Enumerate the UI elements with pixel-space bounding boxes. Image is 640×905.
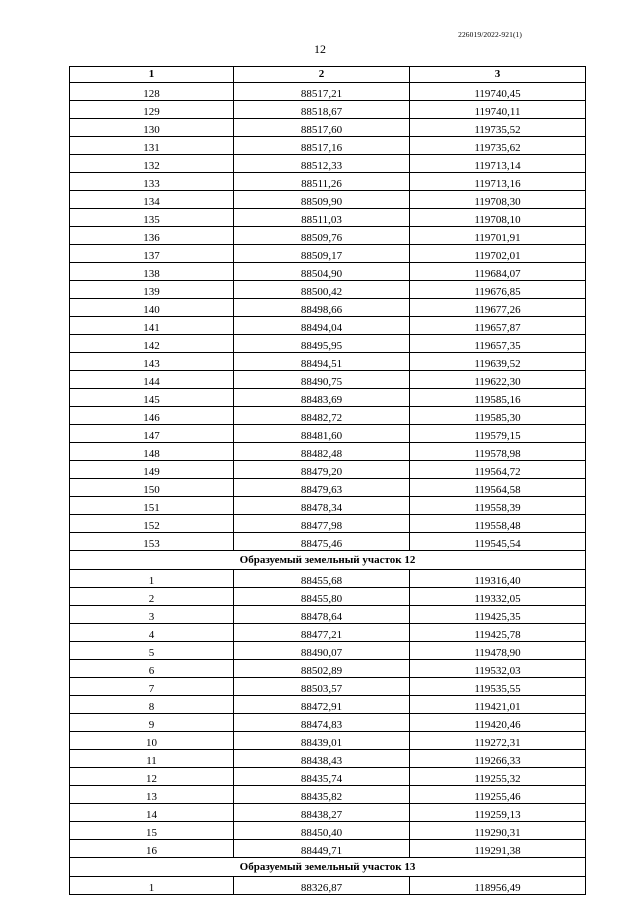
y-coordinate-cell: 119585,30 bbox=[410, 407, 586, 425]
y-coordinate-cell: 119564,58 bbox=[410, 479, 586, 497]
y-coordinate-cell: 119532,03 bbox=[410, 660, 586, 678]
x-coordinate-cell: 88475,46 bbox=[234, 533, 410, 551]
point-number-cell: 14 bbox=[70, 804, 234, 822]
x-coordinate-cell: 88474,83 bbox=[234, 714, 410, 732]
x-coordinate-cell: 88494,04 bbox=[234, 317, 410, 335]
table-row bbox=[70, 389, 586, 407]
x-coordinate-cell: 88478,34 bbox=[234, 497, 410, 515]
coordinates-table-body bbox=[70, 67, 586, 895]
x-coordinate-cell: 88517,16 bbox=[234, 137, 410, 155]
header-cell-y: 3 bbox=[410, 67, 586, 83]
table-row bbox=[70, 173, 586, 191]
x-coordinate-cell: 88509,17 bbox=[234, 245, 410, 263]
table-row bbox=[70, 191, 586, 209]
point-number-cell: 151 bbox=[70, 497, 234, 515]
x-coordinate-cell: 88490,07 bbox=[234, 642, 410, 660]
x-coordinate-cell: 88477,98 bbox=[234, 515, 410, 533]
x-coordinate-cell: 88483,69 bbox=[234, 389, 410, 407]
y-coordinate-cell: 119585,16 bbox=[410, 389, 586, 407]
x-coordinate-cell: 88472,91 bbox=[234, 696, 410, 714]
y-coordinate-cell: 119578,98 bbox=[410, 443, 586, 461]
point-number-cell: 133 bbox=[70, 173, 234, 191]
point-number-cell: 139 bbox=[70, 281, 234, 299]
point-number-cell: 2 bbox=[70, 588, 234, 606]
point-number-cell: 6 bbox=[70, 660, 234, 678]
x-coordinate-cell: 88481,60 bbox=[234, 425, 410, 443]
point-number-cell: 4 bbox=[70, 624, 234, 642]
point-number-cell: 137 bbox=[70, 245, 234, 263]
y-coordinate-cell: 119622,30 bbox=[410, 371, 586, 389]
table-row bbox=[70, 263, 586, 281]
table-row bbox=[70, 227, 586, 245]
y-coordinate-cell: 119332,05 bbox=[410, 588, 586, 606]
table-row bbox=[70, 335, 586, 353]
point-number-cell: 12 bbox=[70, 768, 234, 786]
point-number-cell: 135 bbox=[70, 209, 234, 227]
point-number-cell: 1 bbox=[70, 570, 234, 588]
point-number-cell: 145 bbox=[70, 389, 234, 407]
point-number-cell: 138 bbox=[70, 263, 234, 281]
y-coordinate-cell: 119657,35 bbox=[410, 335, 586, 353]
x-coordinate-cell: 88438,43 bbox=[234, 750, 410, 768]
x-coordinate-cell: 88439,01 bbox=[234, 732, 410, 750]
y-coordinate-cell: 119708,30 bbox=[410, 191, 586, 209]
point-number-cell: 7 bbox=[70, 678, 234, 696]
point-number-cell: 128 bbox=[70, 83, 234, 101]
table-row bbox=[70, 353, 586, 371]
point-number-cell: 152 bbox=[70, 515, 234, 533]
table-row bbox=[70, 768, 586, 786]
x-coordinate-cell: 88477,21 bbox=[234, 624, 410, 642]
table-row bbox=[70, 407, 586, 425]
table-row bbox=[70, 101, 586, 119]
y-coordinate-cell: 119735,62 bbox=[410, 137, 586, 155]
y-coordinate-cell: 119558,48 bbox=[410, 515, 586, 533]
y-coordinate-cell: 119425,35 bbox=[410, 606, 586, 624]
point-number-cell: 3 bbox=[70, 606, 234, 624]
y-coordinate-cell: 119713,16 bbox=[410, 173, 586, 191]
table-row bbox=[70, 606, 586, 624]
table-row bbox=[70, 245, 586, 263]
table-header-row bbox=[70, 67, 586, 83]
point-number-cell: 141 bbox=[70, 317, 234, 335]
x-coordinate-cell: 88517,21 bbox=[234, 83, 410, 101]
y-coordinate-cell: 119708,10 bbox=[410, 209, 586, 227]
point-number-cell: 129 bbox=[70, 101, 234, 119]
x-coordinate-cell: 88455,68 bbox=[234, 570, 410, 588]
table-row bbox=[70, 299, 586, 317]
point-number-cell: 132 bbox=[70, 155, 234, 173]
y-coordinate-cell: 119579,15 bbox=[410, 425, 586, 443]
point-number-cell: 149 bbox=[70, 461, 234, 479]
y-coordinate-cell: 119535,55 bbox=[410, 678, 586, 696]
x-coordinate-cell: 88502,89 bbox=[234, 660, 410, 678]
x-coordinate-cell: 88435,74 bbox=[234, 768, 410, 786]
x-coordinate-cell: 88517,60 bbox=[234, 119, 410, 137]
section-title-row bbox=[70, 551, 586, 570]
y-coordinate-cell: 119564,72 bbox=[410, 461, 586, 479]
table-row bbox=[70, 425, 586, 443]
table-row bbox=[70, 317, 586, 335]
y-coordinate-cell: 119259,13 bbox=[410, 804, 586, 822]
x-coordinate-cell: 88482,72 bbox=[234, 407, 410, 425]
y-coordinate-cell: 119735,52 bbox=[410, 119, 586, 137]
table-row bbox=[70, 479, 586, 497]
header-cell-point: 1 bbox=[70, 67, 234, 83]
coordinates-table bbox=[69, 66, 586, 895]
x-coordinate-cell: 88511,26 bbox=[234, 173, 410, 191]
table-row bbox=[70, 533, 586, 551]
section-title-row bbox=[70, 858, 586, 877]
table-row bbox=[70, 209, 586, 227]
table-row bbox=[70, 696, 586, 714]
table-row bbox=[70, 137, 586, 155]
table-row bbox=[70, 624, 586, 642]
x-coordinate-cell: 88449,71 bbox=[234, 840, 410, 858]
y-coordinate-cell: 119255,46 bbox=[410, 786, 586, 804]
x-coordinate-cell: 88494,51 bbox=[234, 353, 410, 371]
table-row bbox=[70, 497, 586, 515]
table-row bbox=[70, 83, 586, 101]
x-coordinate-cell: 88518,67 bbox=[234, 101, 410, 119]
x-coordinate-cell: 88504,90 bbox=[234, 263, 410, 281]
point-number-cell: 147 bbox=[70, 425, 234, 443]
point-number-cell: 144 bbox=[70, 371, 234, 389]
y-coordinate-cell: 119255,32 bbox=[410, 768, 586, 786]
point-number-cell: 1 bbox=[70, 877, 234, 895]
y-coordinate-cell: 119420,46 bbox=[410, 714, 586, 732]
table-row bbox=[70, 570, 586, 588]
table-row bbox=[70, 371, 586, 389]
point-number-cell: 10 bbox=[70, 732, 234, 750]
y-coordinate-cell: 119740,11 bbox=[410, 101, 586, 119]
table-row bbox=[70, 461, 586, 479]
point-number-cell: 16 bbox=[70, 840, 234, 858]
y-coordinate-cell: 119657,87 bbox=[410, 317, 586, 335]
table-row bbox=[70, 281, 586, 299]
table-row bbox=[70, 660, 586, 678]
point-number-cell: 136 bbox=[70, 227, 234, 245]
table-row bbox=[70, 588, 586, 606]
y-coordinate-cell: 118956,49 bbox=[410, 877, 586, 895]
page-number: 12 bbox=[314, 42, 326, 56]
table-row bbox=[70, 840, 586, 858]
point-number-cell: 131 bbox=[70, 137, 234, 155]
x-coordinate-cell: 88438,27 bbox=[234, 804, 410, 822]
y-coordinate-cell: 119425,78 bbox=[410, 624, 586, 642]
x-coordinate-cell: 88435,82 bbox=[234, 786, 410, 804]
x-coordinate-cell: 88450,40 bbox=[234, 822, 410, 840]
y-coordinate-cell: 119639,52 bbox=[410, 353, 586, 371]
point-number-cell: 5 bbox=[70, 642, 234, 660]
point-number-cell: 13 bbox=[70, 786, 234, 804]
point-number-cell: 134 bbox=[70, 191, 234, 209]
point-number-cell: 11 bbox=[70, 750, 234, 768]
y-coordinate-cell: 119676,85 bbox=[410, 281, 586, 299]
x-coordinate-cell: 88495,95 bbox=[234, 335, 410, 353]
document-code: 226019/2022-921(1) bbox=[458, 30, 522, 39]
x-coordinate-cell: 88511,03 bbox=[234, 209, 410, 227]
x-coordinate-cell: 88509,90 bbox=[234, 191, 410, 209]
table-row bbox=[70, 877, 586, 895]
y-coordinate-cell: 119291,38 bbox=[410, 840, 586, 858]
y-coordinate-cell: 119266,33 bbox=[410, 750, 586, 768]
y-coordinate-cell: 119740,45 bbox=[410, 83, 586, 101]
x-coordinate-cell: 88478,64 bbox=[234, 606, 410, 624]
x-coordinate-cell: 88509,76 bbox=[234, 227, 410, 245]
point-number-cell: 130 bbox=[70, 119, 234, 137]
point-number-cell: 146 bbox=[70, 407, 234, 425]
x-coordinate-cell: 88498,66 bbox=[234, 299, 410, 317]
point-number-cell: 15 bbox=[70, 822, 234, 840]
table-row bbox=[70, 515, 586, 533]
y-coordinate-cell: 119701,91 bbox=[410, 227, 586, 245]
point-number-cell: 8 bbox=[70, 696, 234, 714]
point-number-cell: 9 bbox=[70, 714, 234, 732]
y-coordinate-cell: 119677,26 bbox=[410, 299, 586, 317]
table-row bbox=[70, 822, 586, 840]
point-number-cell: 140 bbox=[70, 299, 234, 317]
table-row bbox=[70, 119, 586, 137]
header-cell-x: 2 bbox=[234, 67, 410, 83]
point-number-cell: 150 bbox=[70, 479, 234, 497]
y-coordinate-cell: 119421,01 bbox=[410, 696, 586, 714]
table-row bbox=[70, 786, 586, 804]
table-row bbox=[70, 678, 586, 696]
y-coordinate-cell: 119316,40 bbox=[410, 570, 586, 588]
x-coordinate-cell: 88482,48 bbox=[234, 443, 410, 461]
x-coordinate-cell: 88455,80 bbox=[234, 588, 410, 606]
table-row bbox=[70, 642, 586, 660]
x-coordinate-cell: 88479,20 bbox=[234, 461, 410, 479]
x-coordinate-cell: 88500,42 bbox=[234, 281, 410, 299]
point-number-cell: 143 bbox=[70, 353, 234, 371]
y-coordinate-cell: 119478,90 bbox=[410, 642, 586, 660]
table-row bbox=[70, 714, 586, 732]
table-row bbox=[70, 750, 586, 768]
table-row bbox=[70, 732, 586, 750]
y-coordinate-cell: 119702,01 bbox=[410, 245, 586, 263]
table-row bbox=[70, 804, 586, 822]
table-row bbox=[70, 443, 586, 461]
y-coordinate-cell: 119684,07 bbox=[410, 263, 586, 281]
point-number-cell: 142 bbox=[70, 335, 234, 353]
y-coordinate-cell: 119558,39 bbox=[410, 497, 586, 515]
x-coordinate-cell: 88503,57 bbox=[234, 678, 410, 696]
x-coordinate-cell: 88479,63 bbox=[234, 479, 410, 497]
table-row bbox=[70, 155, 586, 173]
y-coordinate-cell: 119290,31 bbox=[410, 822, 586, 840]
y-coordinate-cell: 119545,54 bbox=[410, 533, 586, 551]
y-coordinate-cell: 119713,14 bbox=[410, 155, 586, 173]
y-coordinate-cell: 119272,31 bbox=[410, 732, 586, 750]
x-coordinate-cell: 88512,33 bbox=[234, 155, 410, 173]
x-coordinate-cell: 88490,75 bbox=[234, 371, 410, 389]
point-number-cell: 153 bbox=[70, 533, 234, 551]
x-coordinate-cell: 88326,87 bbox=[234, 877, 410, 895]
section-title: Образуемый земельный участок 12 bbox=[70, 551, 586, 570]
section-title: Образуемый земельный участок 13 bbox=[70, 858, 586, 877]
point-number-cell: 148 bbox=[70, 443, 234, 461]
